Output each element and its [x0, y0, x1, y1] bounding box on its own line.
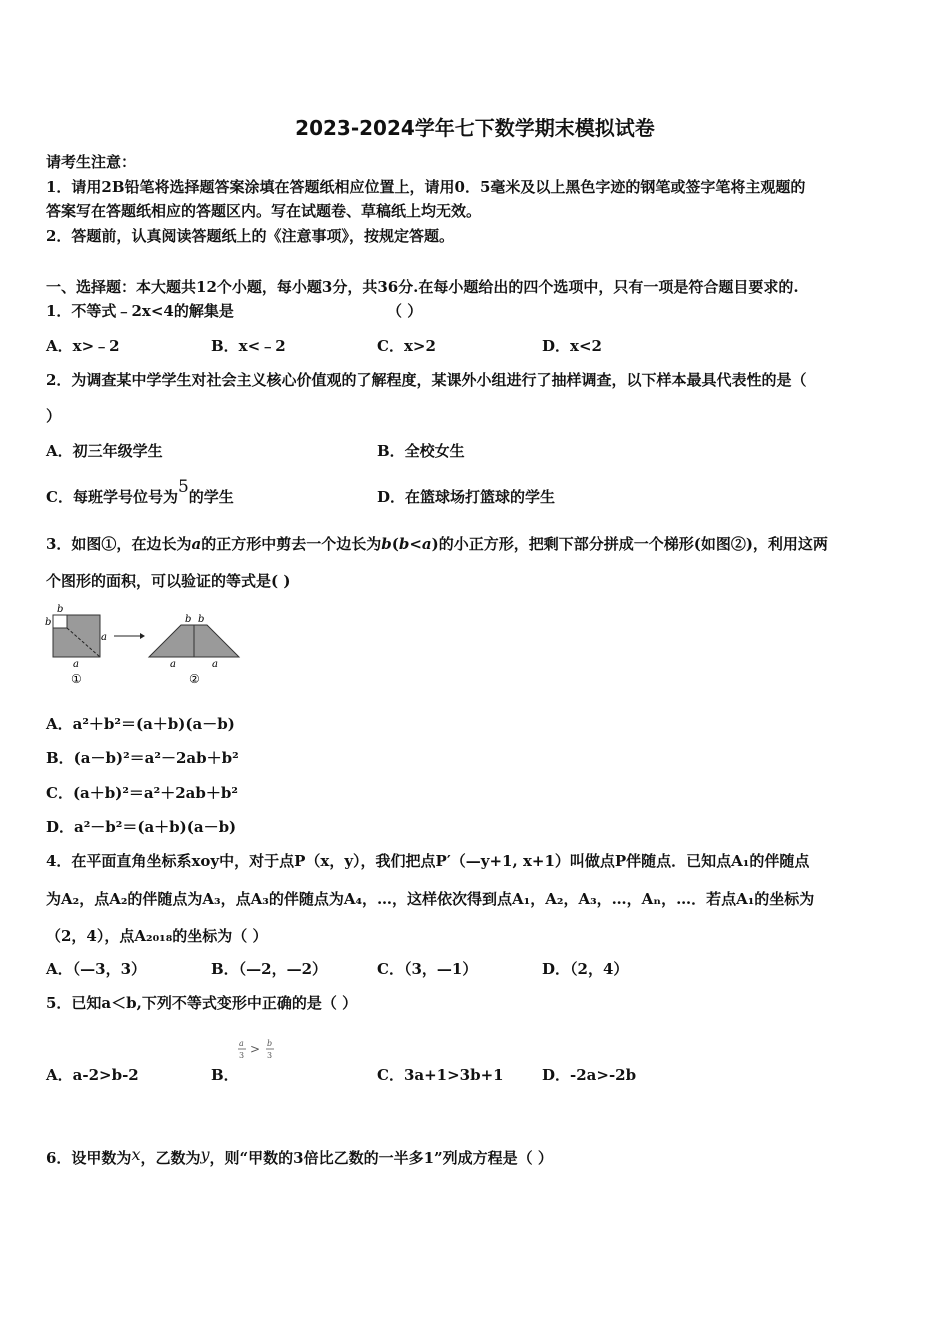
q3-stem: [46, 533, 828, 555]
notice-line-1a: 1．请用2B铅笔将选择题答案涂填在答题纸相应位置上，请用0．5毫米及以上黑色字迹的钢笔或签字笔将主观题的: [46, 178, 806, 196]
q3-stem-part: 的正方形中剪去一个边长为: [201, 535, 382, 553]
q3-option-b[interactable]: B．(a－b)²＝a²－2ab＋b²: [46, 749, 239, 767]
q1-stem-text: 1．不等式﹣2x<4的解集是: [46, 302, 234, 320]
q5-option-c[interactable]: C．3a+1>3b+1: [377, 1066, 504, 1084]
q4-option-d[interactable]: D．（2，4）: [542, 960, 629, 978]
q1-paren: （ ）: [387, 302, 423, 320]
q3-option-c[interactable]: C．(a＋b)²＝a²＋2ab＋b²: [46, 784, 238, 802]
q5-option-b[interactable]: B．: [211, 1066, 239, 1084]
q5-frac-op: >: [250, 1042, 261, 1056]
q3-stem-part: (: [391, 535, 399, 553]
q2-option-c-tail: 的学生: [188, 488, 234, 506]
q4-line-3: （2，4），点A₂₀₁₈的坐标为（ ）: [46, 927, 268, 945]
page-title: 2023-2024学年七下数学期末模拟试卷: [295, 116, 655, 140]
fig1-label-b-left: b: [45, 617, 52, 628]
fig2-label-a-2: a: [212, 659, 218, 670]
q1-option-b[interactable]: B．x<﹣2: [211, 337, 286, 355]
q3-stem-part: <: [409, 535, 422, 553]
notice-heading: 请考生注意：: [46, 153, 137, 171]
q1-option-c[interactable]: C．x>2: [377, 337, 436, 355]
q3-var: a: [191, 535, 202, 553]
q6-stem-part: ，则“甲数的3倍比乙数的一半多1”列成方程是（ ）: [209, 1149, 553, 1167]
q5-frac-den-a: 3: [239, 1051, 245, 1060]
notice-line-1b: 答案写在答题纸相应的答题区内。写在试题卷、草稿纸上均无效。: [46, 202, 482, 220]
q6-stem: [46, 1147, 553, 1169]
q5-option-a[interactable]: A．a-2>b-2: [46, 1066, 139, 1084]
q4-option-b[interactable]: B．（—2，—2）: [211, 960, 328, 978]
q2-option-d[interactable]: D．在篮球场打篮球的学生: [377, 488, 556, 506]
fig2-label-b-1: b: [185, 614, 192, 625]
q2-option-c-number: 5: [177, 477, 189, 497]
q3-var: b: [381, 535, 392, 553]
q2-option-c[interactable]: [46, 477, 234, 508]
q1-stem: [46, 300, 234, 322]
q5-option-b-formula: [237, 1037, 282, 1065]
q6-var-x: x: [131, 1145, 141, 1164]
q5-frac-num-b: b: [267, 1039, 273, 1048]
fig2-label-b-2: b: [198, 614, 205, 625]
fig1-label-a-bottom: a: [73, 659, 79, 670]
fig1-label-a-right: a: [101, 632, 107, 643]
q6-stem-part: 6．设甲数为: [46, 1149, 132, 1167]
fig2-label-a-1: a: [170, 659, 176, 670]
q3-stem-part: 3．如图①，在边长为: [46, 535, 192, 553]
q5-stem: 5．已知a＜b,下列不等式变形中正确的是（ ）: [46, 994, 358, 1012]
fig2-number: ②: [189, 672, 200, 686]
fig1-number: ①: [71, 672, 82, 686]
q6-var-y: y: [200, 1145, 210, 1164]
q3-var: b: [398, 535, 410, 553]
q3-var: a: [421, 535, 432, 553]
q4-line-2: 为A₂，点A₂的伴随点为A₃，点A₃的伴随点为A₄，…，这样依次得到点A₁，A₂，A₃，…，Aₙ，…．若点A₁的坐标为: [46, 890, 815, 908]
fig-arrow-head: [140, 633, 145, 639]
q2-stem: 2．为调查某中学学生对社会主义核心价值观的了解程度，某课外小组进行了抽样调查，以下样本最具代表性的是（: [46, 371, 807, 389]
q3-stem-2: 个图形的面积，可以验证的等式是( ): [46, 572, 291, 590]
q3-option-d[interactable]: D．a²－b²＝(a＋b)(a－b): [46, 818, 237, 836]
q1-option-a[interactable]: A．x>﹣2: [46, 337, 120, 355]
q2-option-a[interactable]: A．初三年级学生: [46, 442, 163, 460]
fig1-label-b-top: b: [57, 604, 64, 615]
fig1-cutout: [53, 615, 67, 628]
q3-option-a[interactable]: A．a²＋b²＝(a＋b)(a－b): [46, 715, 235, 733]
q2-stem-end: ）: [46, 407, 62, 425]
q5-fraction-svg: [237, 1037, 282, 1065]
q4-option-a[interactable]: A．（—3，3）: [46, 960, 147, 978]
q5-frac-den-b: 3: [267, 1051, 273, 1060]
q4-option-c[interactable]: C．（3，—1）: [377, 960, 478, 978]
q3-figure-svg: [44, 604, 254, 689]
section-heading: 一、选择题：本大题共12个小题，每小题3分，共36分.在每小题给出的四个选项中，只有一项是符合题目要求的.: [46, 278, 799, 296]
q1-option-d[interactable]: D．x<2: [542, 337, 602, 355]
q4-line-1: 4．在平面直角坐标系xoy中，对于点P（x，y），我们把点P′（—y+1, x+1）叫做点P伴随点．已知点A₁的伴随点: [46, 852, 810, 870]
q3-figure: [44, 604, 254, 693]
q5-frac-num-a: a: [239, 1039, 244, 1048]
q2-option-c-text: C．每班学号位号为: [46, 488, 178, 506]
notice-line-2: 2．答题前，认真阅读答题纸上的《注意事项》，按规定答题。: [46, 227, 454, 245]
q2-option-b[interactable]: B．全校女生: [377, 442, 465, 460]
q5-option-d[interactable]: D．-2a>-2b: [542, 1066, 637, 1084]
q6-stem-part: ，乙数为: [140, 1149, 201, 1167]
q3-stem-part: )的小正方形，把剩下部分拼成一个梯形(如图②)，利用这两: [431, 535, 828, 553]
